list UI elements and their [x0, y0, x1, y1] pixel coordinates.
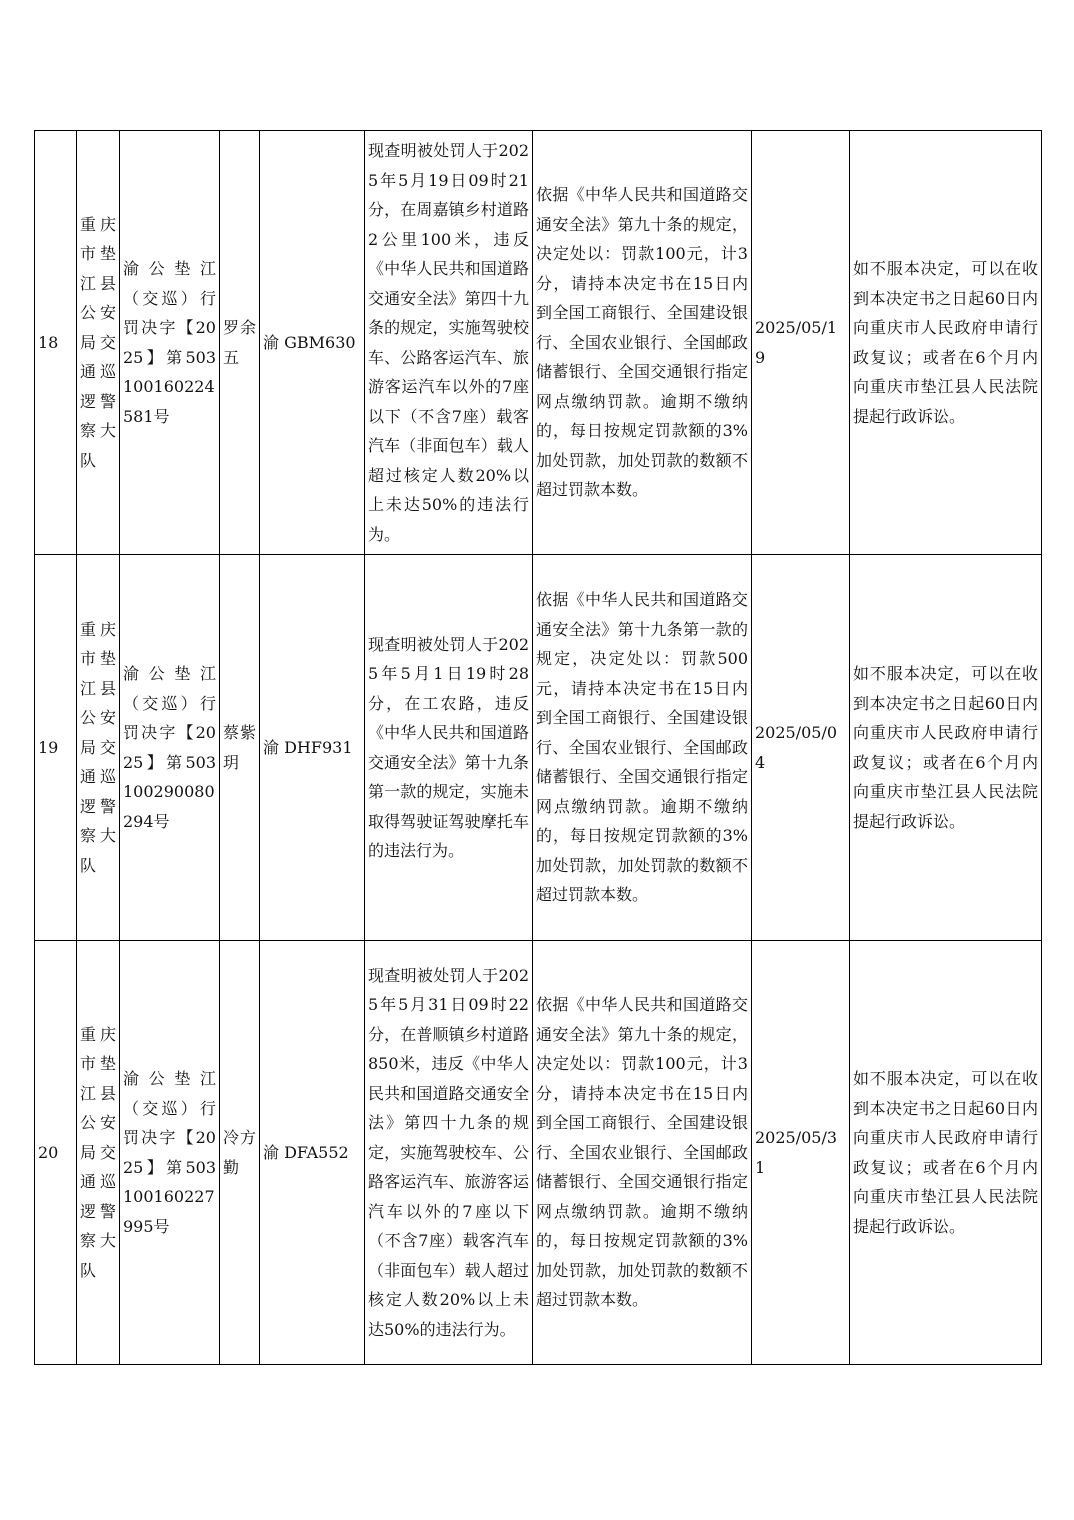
offender-name: 罗余五 — [220, 131, 260, 555]
decision-document-number: 渝公垫江（交巡）行罚决字【2025】第503100160227995号 — [120, 941, 220, 1365]
issuing-authority: 重庆市垫江县公安局交通巡逻警察大队 — [77, 941, 120, 1365]
decision-date: 2025/05/04 — [752, 555, 850, 941]
violation-facts: 现查明被处罚人于2025年5月31日09时22分，在普顺镇乡村道路850米，违反《中华人民共和国道路交通安全法》第四十九条的规定，实施驾驶校车、公路客运汽车、旅游客运汽车以外的7座以下（不含7座）载客汽车（非面包车）载人超过核定人数20%以上未达50%的违法行为。 — [365, 941, 533, 1365]
decision-document-number: 渝公垫江（交巡）行罚决字【2025】第503100290080294号 — [120, 555, 220, 941]
issuing-authority: 重庆市垫江县公安局交通巡逻警察大队 — [77, 131, 120, 555]
record-number: 18 — [35, 131, 77, 555]
license-plate: 渝 DFA552 — [260, 941, 365, 1365]
offender-name: 蔡紫玥 — [220, 555, 260, 941]
license-plate: 渝 GBM630 — [260, 131, 365, 555]
decision-document-number: 渝公垫江（交巡）行罚决字【2025】第503100160224581号 — [120, 131, 220, 555]
remedy-notice: 如不服本决定，可以在收到本决定书之日起60日内向重庆市人民政府申请行政复议；或者在6个月内向重庆市垫江县人民法院提起行政诉讼。 — [850, 131, 1042, 555]
penalty-basis: 依据《中华人民共和国道路交通安全法》第九十条的规定，决定处以：罚款100元，计3分，请持本决定书在15日内到全国工商银行、全国建设银行、全国农业银行、全国邮政储蓄银行、全国交通银行指定网点缴纳罚款。逾期不缴纳的，每日按规定罚款额的3%加处罚款，加处罚款的数额不超过罚款本数。 — [533, 131, 752, 555]
decision-date: 2025/05/31 — [752, 941, 850, 1365]
record-number: 20 — [35, 941, 77, 1365]
issuing-authority: 重庆市垫江县公安局交通巡逻警察大队 — [77, 555, 120, 941]
penalty-records-table — [34, 130, 1042, 1365]
offender-name: 冷方勤 — [220, 941, 260, 1365]
penalty-basis: 依据《中华人民共和国道路交通安全法》第十九条第一款的规定，决定处以：罚款500元，请持本决定书在15日内到全国工商银行、全国建设银行、全国农业银行、全国邮政储蓄银行、全国交通银行指定网点缴纳罚款。逾期不缴纳的，每日按规定罚款额的3%加处罚款，加处罚款的数额不超过罚款本数。 — [533, 555, 752, 941]
decision-date: 2025/05/19 — [752, 131, 850, 555]
record-number: 19 — [35, 555, 77, 941]
table-row — [35, 131, 1042, 555]
violation-facts: 现查明被处罚人于2025年5月1日19时28分，在工农路，违反《中华人民共和国道路交通安全法》第十九条第一款的规定，实施未取得驾驶证驾驶摩托车的违法行为。 — [365, 555, 533, 941]
violation-facts: 现查明被处罚人于2025年5月19日09时21分，在周嘉镇乡村道路 2公里100米，违反《中华人民共和国道路交通安全法》第四十九条的规定，实施驾驶校车、公路客运汽车、旅游客运汽车以外的7座以下（不含7座）载客汽车（非面包车）载人超过核定人数20%以上未达50%的违法行为。 — [365, 131, 533, 555]
penalty-basis: 依据《中华人民共和国道路交通安全法》第九十条的规定，决定处以：罚款100元，计3分，请持本决定书在15日内到全国工商银行、全国建设银行、全国农业银行、全国邮政储蓄银行、全国交通银行指定网点缴纳罚款。逾期不缴纳的，每日按规定罚款额的3%加处罚款，加处罚款的数额不超过罚款本数。 — [533, 941, 752, 1365]
table-row — [35, 555, 1042, 941]
remedy-notice: 如不服本决定，可以在收到本决定书之日起60日内向重庆市人民政府申请行政复议；或者在6个月内向重庆市垫江县人民法院提起行政诉讼。 — [850, 941, 1042, 1365]
license-plate: 渝 DHF931 — [260, 555, 365, 941]
table-row — [35, 941, 1042, 1365]
remedy-notice: 如不服本决定，可以在收到本决定书之日起60日内向重庆市人民政府申请行政复议；或者在6个月内向重庆市垫江县人民法院提起行政诉讼。 — [850, 555, 1042, 941]
